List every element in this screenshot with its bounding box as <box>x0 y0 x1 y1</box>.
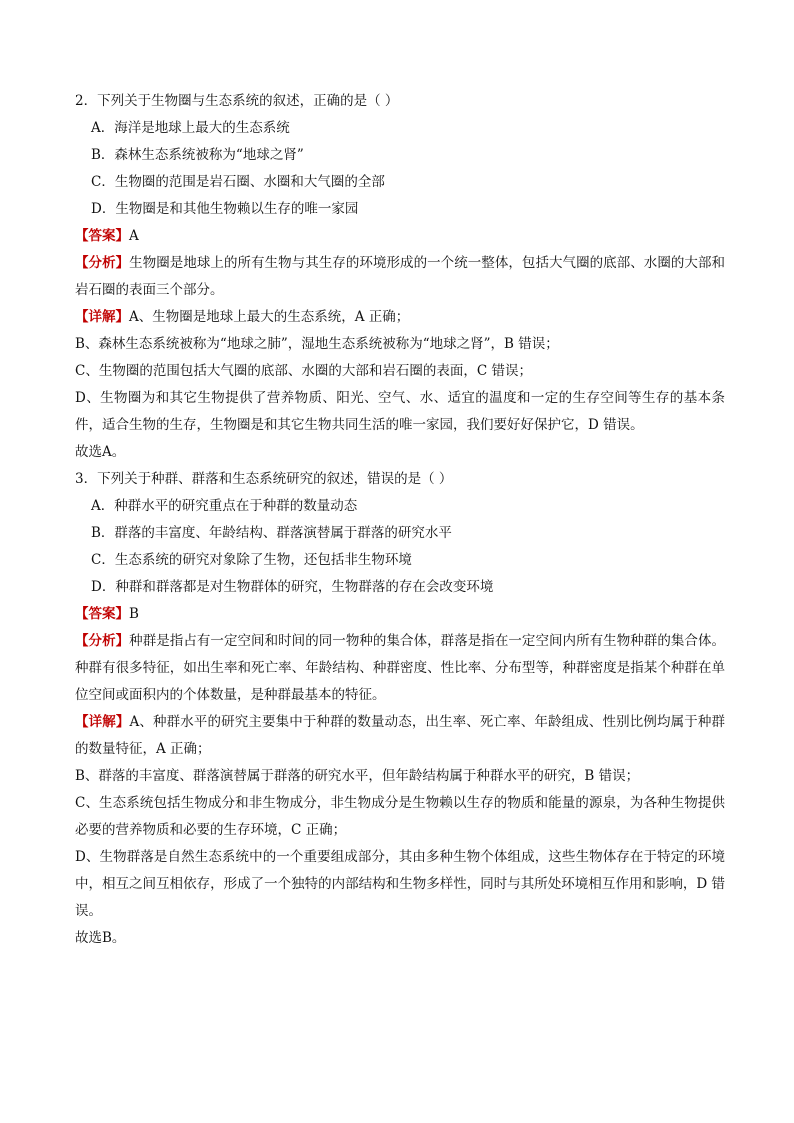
answer-value: B <box>129 606 139 622</box>
analysis-text: 生物圈是地球上的所有生物与其生存的环境形成的一个统一整体，包括大气圈的底部、水圈的大部和岩石圈的表面三个部分。 <box>75 255 726 298</box>
answer-tag: 【答案】 <box>75 228 129 244</box>
analysis-tag: 【分析】 <box>75 255 130 271</box>
question-2-option-a: A．海洋是地球上最大的生态系统 <box>91 120 290 136</box>
question-3-option-c: C．生态系统的研究对象除了生物，还包括非生物环境 <box>91 552 412 568</box>
question-2-option-d: D．生物圈是和其他生物赖以生存的唯一家园 <box>91 201 359 217</box>
question-2-conclusion: 故选A。 <box>75 444 126 460</box>
question-2-detail-a <box>75 304 725 331</box>
detail-tag: 【详解】 <box>75 714 130 730</box>
question-2-answer <box>75 223 725 250</box>
analysis-tag: 【分析】 <box>75 633 130 649</box>
question-2-stem: 2．下列关于生物圈与生态系统的叙述，正确的是（ ） <box>75 93 399 109</box>
question-2 <box>75 88 725 466</box>
question-3-stem: 3．下列关于种群、群落和生态系统研究的叙述，错误的是（ ） <box>75 471 453 487</box>
question-2-detail-b: B、森林生态系统被称为“地球之肺”，湿地生态系统被称为“地球之肾”，B 错误； <box>75 336 559 352</box>
question-3 <box>75 466 725 952</box>
answer-value: A <box>129 228 139 244</box>
question-3-detail-b: B、群落的丰富度、群落演替属于群落的研究水平，但年龄结构属于种群水平的研究，B 错误； <box>75 768 640 784</box>
detail-text: A、种群水平的研究主要集中于种群的数量动态，出生率、死亡率、年龄组成、性别比例均属于种群的数量特征，A 正确； <box>75 714 726 757</box>
analysis-text: 种群是指占有一定空间和时间的同一物种的集合体，群落是指在一定空间内所有生物种群的集合体。种群有很多特征，如出生率和死亡率、年龄结构、种群密度、性比率、分布型等，种群密度是指某个种群在单位空间或面积内的个体数量，是种群最基本的特征。 <box>75 633 726 703</box>
document-page <box>75 88 725 952</box>
question-3-option-b: B．群落的丰富度、年龄结构、群落演替属于群落的研究水平 <box>91 525 452 541</box>
question-2-option-c: C．生物圈的范围是岩石圈、水圈和大气圈的全部 <box>91 174 385 190</box>
question-3-option-d: D．种群和群落都是对生物群体的研究，生物群落的存在会改变环境 <box>91 579 494 595</box>
question-2-analysis <box>75 250 725 304</box>
question-3-detail-c: C、生态系统包括生物成分和非生物成分，非生物成分是生物赖以生存的物质和能量的源泉，为各种生物提供必要的营养物质和必要的生存环境，C 正确； <box>75 795 725 838</box>
detail-tag: 【详解】 <box>75 309 129 325</box>
question-3-conclusion: 故选B。 <box>75 930 126 946</box>
question-3-detail-d: D、生物群落是自然生态系统中的一个重要组成部分，其由多种生物个体组成，这些生物体存在于特定的环境中，相互之间互相依存，形成了一个独特的内部结构和生物多样性，同时与其所处环境相互作用和影响，D 错误。 <box>75 849 725 919</box>
question-3-detail-a <box>75 709 725 763</box>
detail-text: A、生物圈是地球上最大的生态系统，A 正确； <box>129 309 410 325</box>
question-3-option-a: A．种群水平的研究重点在于种群的数量动态 <box>91 498 358 514</box>
question-2-detail-d: D、生物圈为和其它生物提供了营养物质、阳光、空气、水、适宜的温度和一定的生存空间等生存的基本条件，适合生物的生存，生物圈是和其它生物共同生活的唯一家园，我们要好好保护它，D 错误。 <box>75 390 725 433</box>
question-2-detail-c: C、生物圈的范围包括大气圈的底部、水圈的大部和岩石圈的表面，C 错误； <box>75 363 532 379</box>
answer-tag: 【答案】 <box>75 606 129 622</box>
question-3-answer <box>75 601 725 628</box>
question-2-option-b: B．森林生态系统被称为“地球之肾” <box>91 147 304 163</box>
question-3-analysis <box>75 628 725 709</box>
